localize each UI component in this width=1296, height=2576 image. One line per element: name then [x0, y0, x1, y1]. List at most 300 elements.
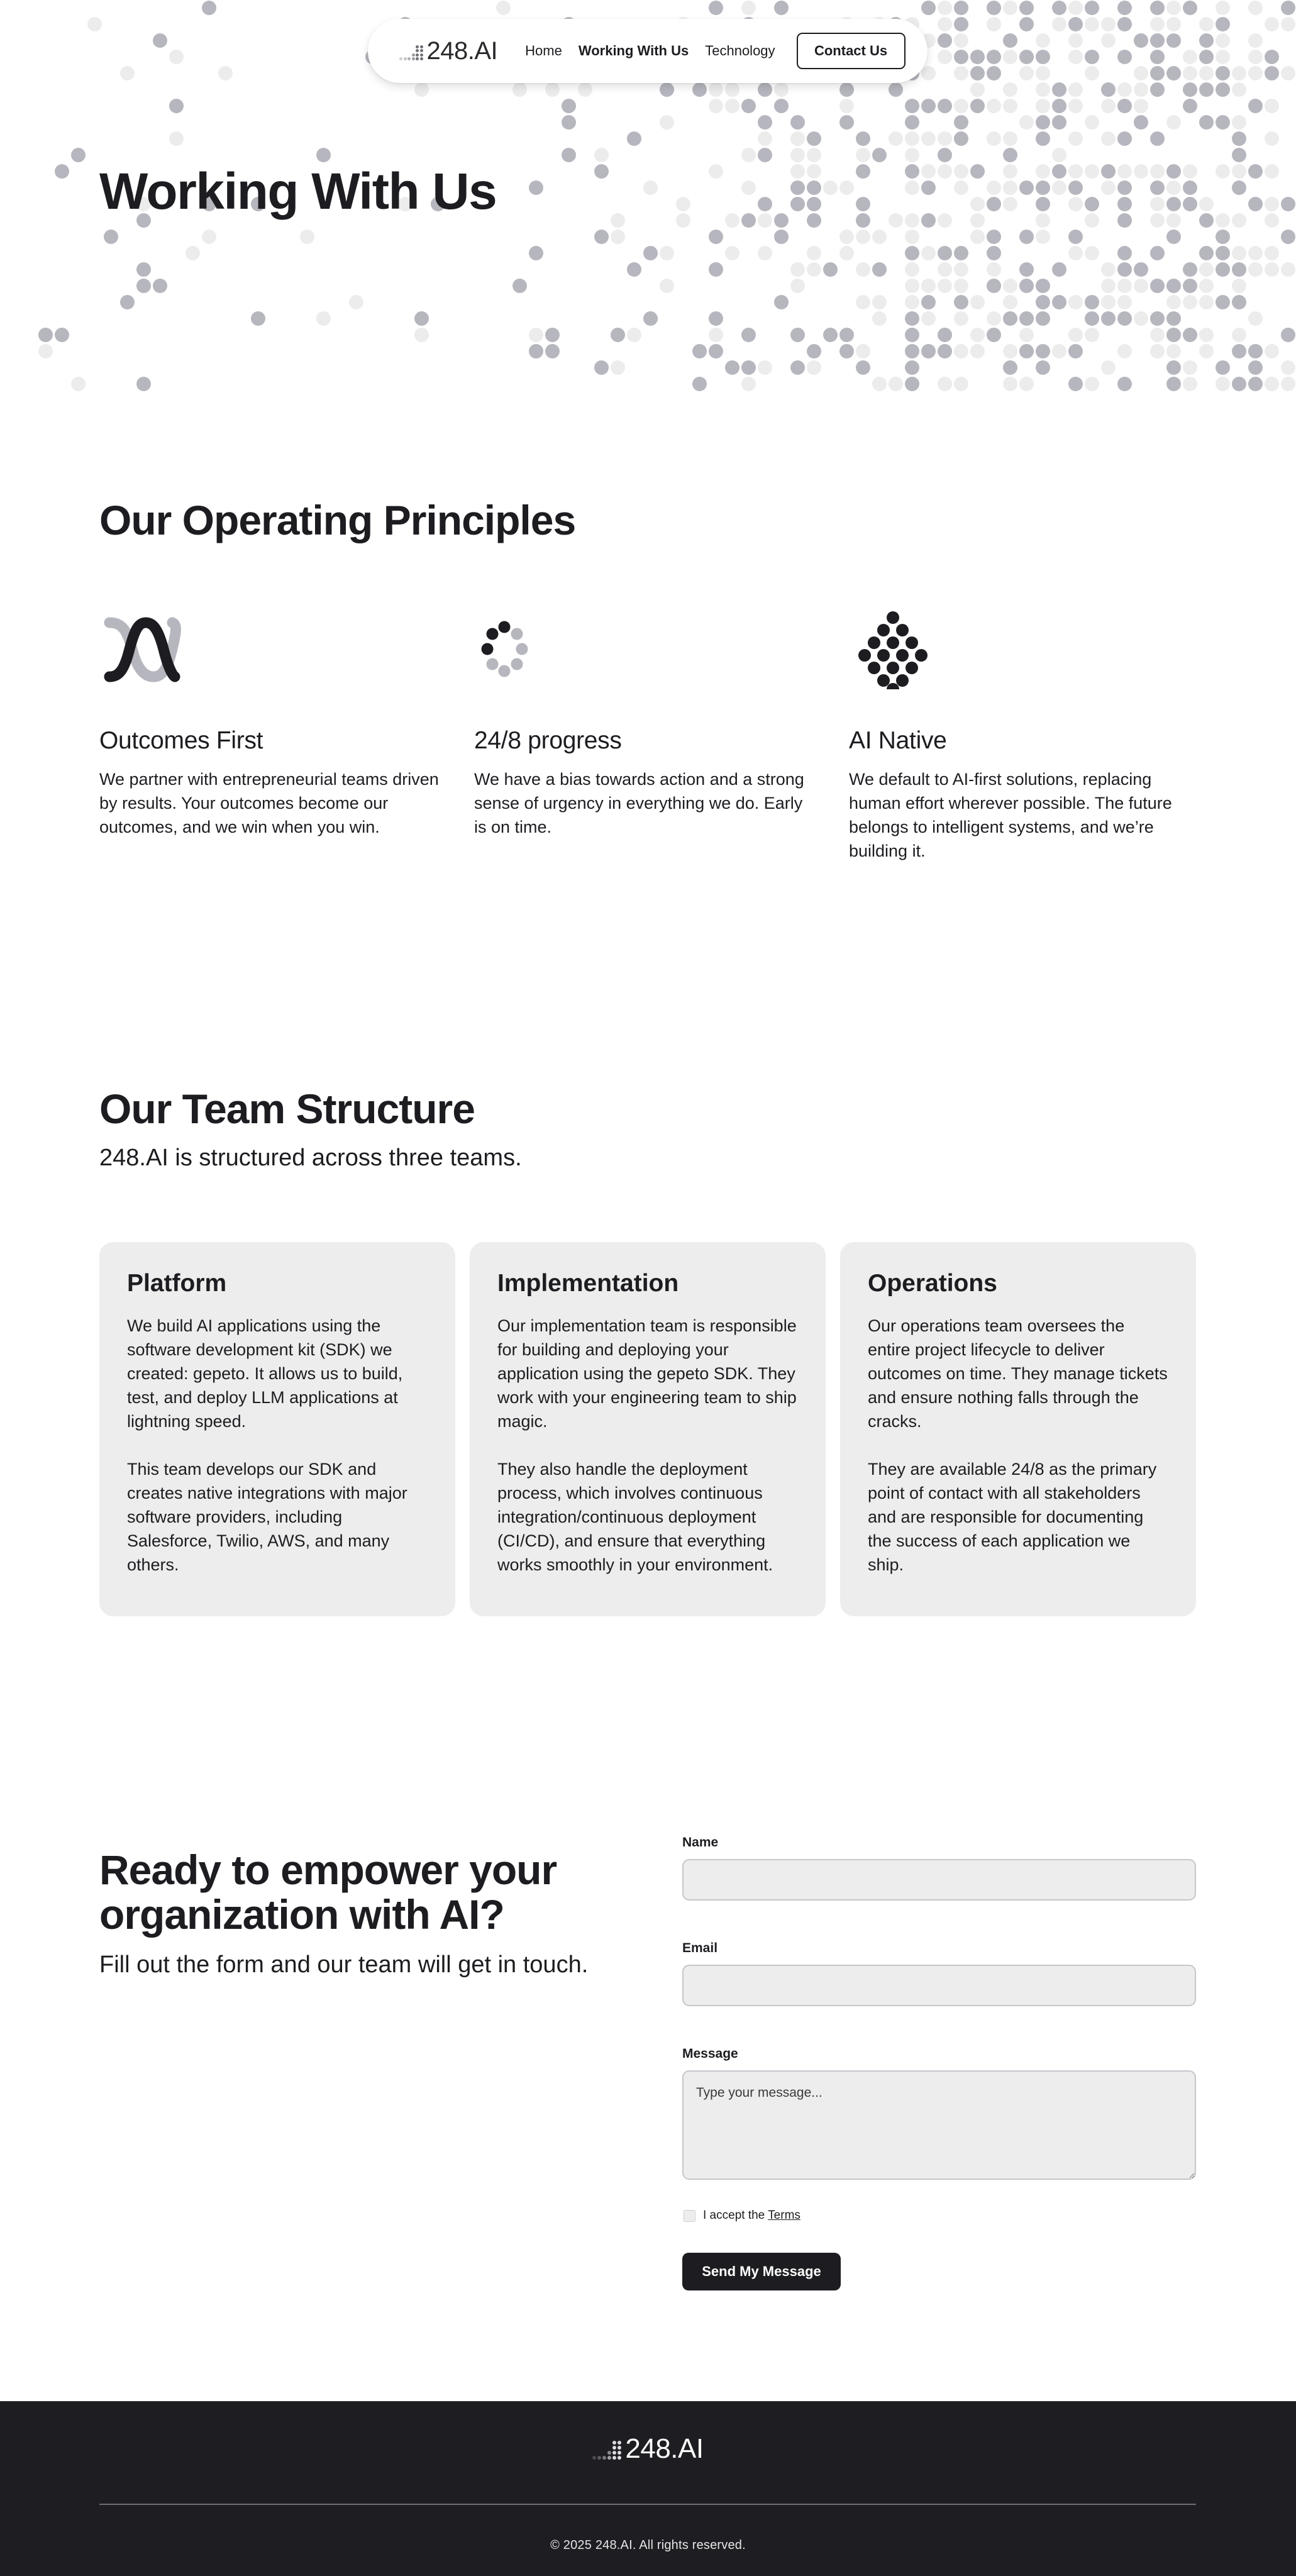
- decorative-dot: [725, 246, 739, 260]
- decorative-dot: [1150, 213, 1165, 228]
- decorative-dot: [1183, 99, 1197, 113]
- logo-dots-icon: [399, 45, 423, 61]
- decorative-dot: [987, 230, 1001, 244]
- terms-link[interactable]: Terms: [768, 2209, 800, 2222]
- decorative-dot: [1068, 82, 1083, 97]
- decorative-dot: [921, 311, 936, 326]
- decorative-dot: [1101, 99, 1116, 113]
- decorative-dot: [1101, 131, 1116, 146]
- decorative-dot: [970, 82, 985, 97]
- decorative-dot: [1216, 295, 1230, 309]
- decorative-dot: [1003, 360, 1017, 375]
- decorative-dot: [856, 360, 870, 375]
- decorative-dot: [349, 295, 363, 309]
- decorative-dot: [889, 213, 903, 228]
- decorative-dot: [856, 197, 870, 211]
- decorative-dot: [692, 377, 707, 391]
- decorative-dot: [921, 66, 936, 80]
- principle-body: We have a bias towards action and a strong sense of urgency in everything we do. Early is on time.: [474, 769, 804, 836]
- decorative-dot: [1265, 377, 1279, 391]
- decorative-dot: [1019, 344, 1034, 358]
- decorative-dot: [1166, 230, 1181, 244]
- decorative-dot: [1036, 213, 1050, 228]
- contact-us-button[interactable]: Contact Us: [797, 33, 906, 69]
- decorative-dot: [1150, 131, 1165, 146]
- decorative-dot: [970, 344, 985, 358]
- principle-body: We default to AI-first solutions, replacing human effort wherever possible. The future belongs to intelligent systems, and we’re building it.: [849, 769, 1172, 860]
- decorative-dot: [872, 148, 887, 162]
- decorative-dot: [921, 246, 936, 260]
- decorative-dot: [709, 230, 723, 244]
- decorative-dot: [905, 99, 919, 113]
- decorative-dot: [921, 99, 936, 113]
- decorative-dot: [1036, 180, 1050, 195]
- decorative-dot: [1281, 328, 1295, 342]
- decorative-dot: [921, 164, 936, 179]
- team-card-paragraph: Our implementation team is responsible for building and deploying your application using the gepeto SDK. They work with your engineering team to ship magic.: [497, 1316, 797, 1431]
- decorative-dot: [545, 344, 560, 358]
- decorative-dot: [1265, 344, 1279, 358]
- decorative-dot: [1248, 377, 1263, 391]
- decorative-dot: [120, 295, 135, 309]
- decorative-dot: [954, 377, 968, 391]
- decorative-dot: [1068, 246, 1083, 260]
- decorative-dot: [676, 197, 690, 211]
- decorative-dot: [954, 279, 968, 293]
- decorative-dot: [954, 33, 968, 48]
- decorative-dot: [1199, 17, 1214, 31]
- decorative-dot: [251, 311, 265, 326]
- decorative-dot: [905, 344, 919, 358]
- decorative-dot: [970, 213, 985, 228]
- decorative-dot: [1248, 344, 1263, 358]
- decorative-dot: [1265, 17, 1279, 31]
- decorative-dot: [725, 82, 739, 97]
- decorative-dot: [905, 164, 919, 179]
- decorative-dot: [1232, 279, 1246, 293]
- decorative-dot: [1036, 66, 1050, 80]
- decorative-dot: [987, 131, 1001, 146]
- decorative-dot: [1134, 262, 1148, 277]
- decorative-dot: [1150, 17, 1165, 31]
- decorative-dot: [987, 66, 1001, 80]
- decorative-dot: [136, 262, 151, 277]
- decorative-dot: [1166, 295, 1181, 309]
- decorative-dot: [725, 213, 739, 228]
- decorative-dot: [562, 148, 576, 162]
- decorative-dot: [905, 180, 919, 195]
- decorative-dot: [1166, 197, 1181, 211]
- decorative-dot: [1085, 197, 1099, 211]
- decorative-dot: [1199, 279, 1214, 293]
- decorative-dot: [758, 213, 772, 228]
- decorative-dot: [1281, 377, 1295, 391]
- decorative-dot: [1068, 230, 1083, 244]
- team-card-paragraph: This team develops our SDK and creates native integrations with major software providers, including Salesforce, Twilio, AWS, and many others.: [127, 1459, 407, 1574]
- footer: [0, 2401, 1296, 2576]
- decorative-dot: [1117, 344, 1132, 358]
- decorative-dot: [643, 311, 658, 326]
- decorative-dot: [1036, 295, 1050, 309]
- decorative-dot: [1150, 1, 1165, 15]
- decorative-dot: [741, 328, 756, 342]
- decorative-dot: [1166, 164, 1181, 179]
- footer-brand-link[interactable]: [592, 2435, 703, 2463]
- decorative-dot: [856, 262, 870, 277]
- decorative-dot: [954, 115, 968, 130]
- name-input[interactable]: [682, 1859, 1196, 1901]
- decorative-dot: [709, 328, 723, 342]
- decorative-dot: [709, 262, 723, 277]
- decorative-dot: [1101, 17, 1116, 31]
- decorative-dot: [202, 230, 216, 244]
- decorative-dot: [938, 246, 952, 260]
- decorative-dot: [921, 279, 936, 293]
- decorative-dot: [1085, 164, 1099, 179]
- principles-heading: Our Operating Principles: [99, 497, 576, 543]
- decorative-dot: [1036, 164, 1050, 179]
- decorative-dot: [938, 279, 952, 293]
- decorative-dot: [1019, 50, 1034, 64]
- decorative-dot: [676, 213, 690, 228]
- principle-body: We partner with entrepreneurial teams driven by results. Your outcomes become our outcomes, and we win when you win.: [99, 769, 439, 836]
- decorative-dot: [1117, 246, 1132, 260]
- decorative-dot: [1265, 131, 1279, 146]
- decorative-dot: [987, 17, 1001, 31]
- decorative-dot: [954, 180, 968, 195]
- message-textarea[interactable]: [682, 2070, 1196, 2180]
- decorative-dot: [1199, 262, 1214, 277]
- decorative-dot: [1265, 50, 1279, 64]
- decorative-dot: [1265, 99, 1279, 113]
- name-label: Name: [682, 1835, 719, 1850]
- decorative-dot: [987, 311, 1001, 326]
- decorative-dot: [1117, 17, 1132, 31]
- decorative-dot: [905, 131, 919, 146]
- decorative-dot: [1232, 328, 1246, 342]
- decorative-dot: [1036, 311, 1050, 326]
- decorative-dot: [905, 115, 919, 130]
- decorative-dot: [202, 1, 216, 15]
- decorative-dot: [1248, 1, 1263, 15]
- decorative-dot: [758, 246, 772, 260]
- decorative-dot: [1265, 164, 1279, 179]
- decorative-dot: [1166, 213, 1181, 228]
- decorative-dot: [1019, 17, 1034, 31]
- decorative-dot: [921, 295, 936, 309]
- decorative-dot: [1216, 115, 1230, 130]
- decorative-dot: [1052, 148, 1066, 162]
- decorative-dot: [1248, 99, 1263, 113]
- decorative-dot: [594, 164, 609, 179]
- decorative-dot: [1216, 213, 1230, 228]
- decorative-dot: [1281, 17, 1295, 31]
- decorative-dot: [905, 279, 919, 293]
- decorative-dot: [1068, 50, 1083, 64]
- decorative-dot: [1216, 377, 1230, 391]
- decorative-dot: [660, 115, 674, 130]
- decorative-dot: [1117, 131, 1132, 146]
- decorative-dot: [1248, 262, 1263, 277]
- decorative-dot: [1101, 33, 1116, 48]
- decorative-dot: [1036, 82, 1050, 97]
- decorative-dot: [1150, 82, 1165, 97]
- decorative-dot: [938, 131, 952, 146]
- decorative-dot: [1068, 377, 1083, 391]
- decorative-dot: [921, 213, 936, 228]
- decorative-dot: [839, 180, 854, 195]
- decorative-dot: [774, 1, 789, 15]
- decorative-dot: [1134, 115, 1148, 130]
- decorative-dot: [758, 197, 772, 211]
- decorative-dot: [970, 66, 985, 80]
- decorative-dot: [1019, 262, 1034, 277]
- decorative-dot: [839, 115, 854, 130]
- decorative-dot: [970, 164, 985, 179]
- decorative-dot: [987, 1, 1001, 15]
- decorative-dot: [790, 180, 805, 195]
- decorative-dot: [1068, 164, 1083, 179]
- decorative-dot: [414, 328, 429, 342]
- decorative-dot: [1281, 66, 1295, 80]
- decorative-dot: [38, 344, 53, 358]
- top-navigation: [368, 19, 928, 83]
- operating-principles-section: [0, 402, 1296, 1050]
- decorative-dot: [954, 164, 968, 179]
- decorative-dot: [1150, 164, 1165, 179]
- decorative-dot: [1232, 344, 1246, 358]
- terms-checkbox[interactable]: [684, 2210, 695, 2222]
- decorative-dot: [1248, 246, 1263, 260]
- decorative-dot: [1232, 246, 1246, 260]
- decorative-dot: [1183, 180, 1197, 195]
- terms-label: [703, 2209, 800, 2223]
- terms-row: [684, 2209, 1196, 2223]
- decorative-dot: [104, 230, 118, 244]
- email-input[interactable]: [682, 1965, 1196, 2006]
- decorative-dot: [1117, 311, 1132, 326]
- decorative-dot: [905, 377, 919, 391]
- principle-outcomes-first: [99, 611, 474, 863]
- decorative-dot: [1085, 377, 1099, 391]
- decorative-dot: [807, 131, 821, 146]
- decorative-dot: [872, 230, 887, 244]
- decorative-dot: [1085, 50, 1099, 64]
- principle-title: AI Native: [849, 726, 947, 754]
- team-card-paragraph: They also handle the deployment process, which involves continuous integration/continuous deployment (CI/CD), and ensure that everything works smoothly in your environment.: [497, 1459, 773, 1574]
- decorative-dot: [790, 197, 805, 211]
- decorative-dot: [856, 213, 870, 228]
- decorative-dot: [1117, 1, 1132, 15]
- decorative-dot: [954, 246, 968, 260]
- decorative-dot: [1183, 1, 1197, 15]
- decorative-dot: [970, 99, 985, 113]
- decorative-dot: [872, 311, 887, 326]
- nav-link-working-with-us[interactable]: Working With Us: [578, 43, 689, 58]
- decorative-dot: [1166, 66, 1181, 80]
- decorative-dot: [1101, 180, 1116, 195]
- logo-dots-icon: [592, 2441, 621, 2460]
- decorative-dot: [856, 344, 870, 358]
- decorative-dot: [1183, 295, 1197, 309]
- decorative-dot: [611, 360, 625, 375]
- email-label: Email: [682, 1941, 718, 1955]
- team-card-paragraph: They are available 24/8 as the primary point of contact with all stakeholders and are responsible for documenting the success of each application we ship.: [868, 1459, 1157, 1574]
- decorative-dot: [905, 328, 919, 342]
- decorative-dot: [1183, 197, 1197, 211]
- team-card-operations: [840, 1242, 1196, 1616]
- decorative-dot: [774, 230, 789, 244]
- dot-diamond-icon: [849, 611, 931, 689]
- decorative-dot: [1117, 82, 1132, 97]
- decorative-dot: [529, 328, 543, 342]
- message-label: Message: [682, 2046, 738, 2061]
- decorative-dot: [512, 82, 527, 97]
- decorative-dot: [1101, 164, 1116, 179]
- decorative-dot: [807, 180, 821, 195]
- decorative-dot: [1232, 131, 1246, 146]
- decorative-dot: [1265, 246, 1279, 260]
- decorative-dot: [153, 33, 167, 48]
- decorative-dot: [938, 99, 952, 113]
- name-field-group: [682, 1835, 1196, 1901]
- decorative-dot: [55, 164, 69, 179]
- decorative-dot: [954, 131, 968, 146]
- decorative-dot: [709, 344, 723, 358]
- decorative-dot: [120, 66, 135, 80]
- decorative-dot: [643, 180, 658, 195]
- decorative-dot: [1052, 82, 1066, 97]
- decorative-dot: [1183, 82, 1197, 97]
- decorative-dot: [709, 164, 723, 179]
- decorative-dot: [774, 213, 789, 228]
- decorative-dot: [1150, 197, 1165, 211]
- message-field-group: [682, 2046, 1196, 2180]
- decorative-dot: [856, 148, 870, 162]
- decorative-dot: [1150, 66, 1165, 80]
- decorative-dot: [921, 1, 936, 15]
- decorative-dot: [1232, 82, 1246, 97]
- decorative-dot: [1036, 115, 1050, 130]
- decorative-dot: [709, 1, 723, 15]
- decorative-dot: [692, 344, 707, 358]
- decorative-dot: [1003, 295, 1017, 309]
- decorative-dot: [1232, 164, 1246, 179]
- decorative-dot: [1052, 1, 1066, 15]
- decorative-dot: [741, 377, 756, 391]
- decorative-dot: [987, 180, 1001, 195]
- send-message-button[interactable]: Send My Message: [682, 2253, 841, 2290]
- decorative-dot: [1166, 360, 1181, 375]
- decorative-dot: [1003, 50, 1017, 64]
- nav-link-technology[interactable]: Technology: [705, 43, 775, 58]
- decorative-dot: [71, 377, 86, 391]
- decorative-dot: [741, 213, 756, 228]
- decorative-dot: [856, 230, 870, 244]
- decorative-dot: [938, 164, 952, 179]
- decorative-dot: [1019, 328, 1034, 342]
- decorative-dot: [839, 344, 854, 358]
- decorative-dot: [790, 164, 805, 179]
- decorative-dot: [1052, 180, 1066, 195]
- decorative-dot: [1134, 33, 1148, 48]
- decorative-dot: [938, 377, 952, 391]
- decorative-dot: [1183, 164, 1197, 179]
- dotted-spinner-icon: [474, 611, 556, 689]
- decorative-dot: [987, 246, 1001, 260]
- decorative-dot: [1265, 213, 1279, 228]
- decorative-dot: [660, 246, 674, 260]
- decorative-dot: [1248, 66, 1263, 80]
- decorative-dot: [741, 360, 756, 375]
- decorative-dot: [1068, 33, 1083, 48]
- decorative-dot: [1248, 164, 1263, 179]
- decorative-dot: [1085, 328, 1099, 342]
- decorative-dot: [1199, 115, 1214, 130]
- decorative-dot: [1085, 213, 1099, 228]
- decorative-dot: [562, 99, 576, 113]
- decorative-dot: [1248, 311, 1263, 326]
- team-heading: Our Team Structure: [99, 1085, 475, 1132]
- nav-link-home[interactable]: Home: [525, 43, 562, 58]
- decorative-dot: [1199, 246, 1214, 260]
- decorative-dot: [1019, 115, 1034, 130]
- decorative-dot: [872, 295, 887, 309]
- principles-list: [99, 611, 1196, 863]
- decorative-dot: [1052, 115, 1066, 130]
- decorative-dot: [1216, 1, 1230, 15]
- decorative-dot: [938, 33, 952, 48]
- decorative-dot: [1199, 197, 1214, 211]
- decorative-dot: [954, 344, 968, 358]
- decorative-dot: [1003, 164, 1017, 179]
- decorative-dot: [1085, 1, 1099, 15]
- decorative-dot: [643, 246, 658, 260]
- decorative-dot: [1117, 50, 1132, 64]
- decorative-dot: [1036, 279, 1050, 293]
- decorative-dot: [1150, 279, 1165, 293]
- decorative-dot: [970, 50, 985, 64]
- decorative-dot: [1019, 180, 1034, 195]
- decorative-dot: [1216, 164, 1230, 179]
- decorative-dot: [1117, 180, 1132, 195]
- decorative-dot: [839, 82, 854, 97]
- decorative-dot: [1068, 295, 1083, 309]
- decorative-dot: [1265, 262, 1279, 277]
- decorative-dot: [512, 279, 527, 293]
- decorative-dot: [1019, 279, 1034, 293]
- intertwined-curves-icon: [99, 611, 181, 689]
- decorative-dot: [807, 148, 821, 162]
- decorative-dot: [414, 82, 429, 97]
- decorative-dot: [872, 262, 887, 277]
- decorative-dot: [1216, 33, 1230, 48]
- decorative-dot: [1150, 344, 1165, 358]
- decorative-dot: [1134, 82, 1148, 97]
- decorative-dot: [709, 82, 723, 97]
- decorative-dot: [807, 197, 821, 211]
- brand-logo-link[interactable]: [399, 38, 497, 64]
- decorative-dot: [1003, 33, 1017, 48]
- decorative-dot: [1150, 328, 1165, 342]
- contact-heading: Ready to empower your organization with AI?: [99, 1846, 557, 1938]
- decorative-dot: [1003, 131, 1017, 146]
- decorative-dot: [1052, 295, 1066, 309]
- decorative-dot: [1117, 262, 1132, 277]
- decorative-dot: [1216, 17, 1230, 31]
- decorative-dot: [790, 279, 805, 293]
- decorative-dot: [1281, 262, 1295, 277]
